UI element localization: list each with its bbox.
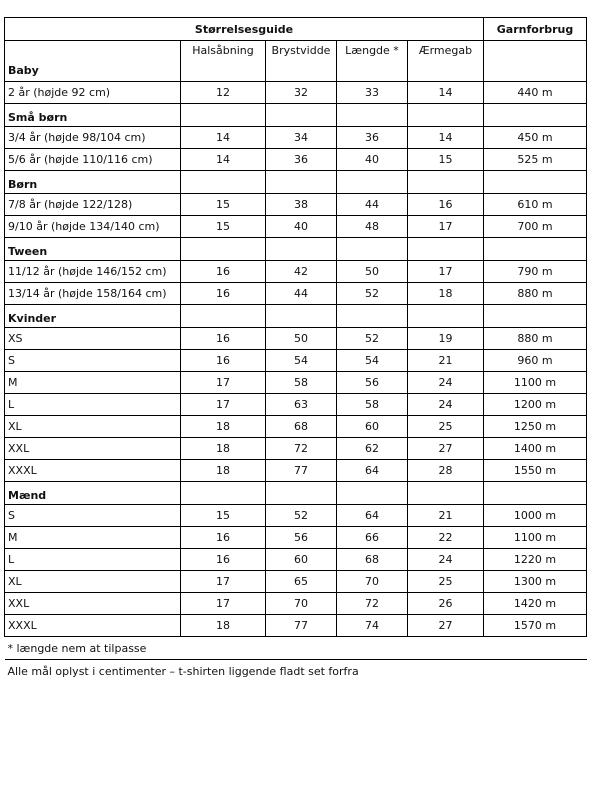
empty-cell	[266, 104, 337, 127]
measure-cell: 36	[266, 149, 337, 171]
measure-cell: 18	[181, 460, 266, 482]
yarn-title: Garnforbrug	[484, 18, 587, 41]
empty-cell	[408, 238, 484, 261]
measure-cell: 16	[181, 350, 266, 372]
table-row	[5, 615, 587, 637]
empty-cell	[484, 104, 587, 127]
empty-cell	[181, 305, 266, 328]
measure-cell: 21	[408, 505, 484, 527]
empty-cell	[484, 238, 587, 261]
empty-cell	[337, 238, 408, 261]
empty-cell	[484, 482, 587, 505]
measure-cell: 26	[408, 593, 484, 615]
measure-cell: 17	[408, 261, 484, 283]
table-row	[5, 438, 587, 460]
measure-cell: 18	[181, 438, 266, 460]
table-row	[5, 571, 587, 593]
empty-cell	[181, 171, 266, 194]
group-header-row	[5, 104, 587, 127]
size-label: 2 år (højde 92 cm)	[5, 82, 181, 104]
measure-cell: 25	[408, 571, 484, 593]
yarn-cell: 1100 m	[484, 527, 587, 549]
measure-cell: 44	[266, 283, 337, 305]
empty-cell	[181, 104, 266, 127]
measure-cell: 16	[181, 549, 266, 571]
measure-cell: 66	[337, 527, 408, 549]
measure-cell: 17	[181, 593, 266, 615]
footnote-row	[5, 637, 587, 660]
measure-cell: 60	[337, 416, 408, 438]
group-header-row	[5, 238, 587, 261]
size-label: XXL	[5, 593, 181, 615]
group-name: Mænd	[5, 482, 181, 505]
measure-cell: 17	[181, 394, 266, 416]
yarn-cell: 790 m	[484, 261, 587, 283]
size-label: XXXL	[5, 615, 181, 637]
empty-cell	[337, 104, 408, 127]
measure-cell: 64	[337, 505, 408, 527]
measure-cell: 15	[181, 505, 266, 527]
group-name: Små børn	[5, 104, 181, 127]
yarn-cell: 525 m	[484, 149, 587, 171]
measure-cell: 28	[408, 460, 484, 482]
measure-cell: 62	[337, 438, 408, 460]
table-row	[5, 372, 587, 394]
size-label: 5/6 år (højde 110/116 cm)	[5, 149, 181, 171]
group-header-row	[5, 305, 587, 328]
measure-cell: 18	[408, 283, 484, 305]
size-guide-body	[5, 18, 587, 683]
yarn-cell: 1420 m	[484, 593, 587, 615]
empty-cell	[408, 482, 484, 505]
size-label: 3/4 år (højde 98/104 cm)	[5, 127, 181, 149]
group-header-row	[5, 171, 587, 194]
group-name: Kvinder	[5, 305, 181, 328]
table-row	[5, 216, 587, 238]
measure-cell: 40	[266, 216, 337, 238]
table-row	[5, 328, 587, 350]
size-label: XS	[5, 328, 181, 350]
empty-cell	[337, 305, 408, 328]
measure-cell: 21	[408, 350, 484, 372]
empty-cell	[266, 238, 337, 261]
size-label: 7/8 år (højde 122/128)	[5, 194, 181, 216]
measure-cell: 58	[266, 372, 337, 394]
column-header: Længde *	[337, 41, 408, 82]
measure-cell: 16	[181, 261, 266, 283]
measure-cell: 58	[337, 394, 408, 416]
yarn-cell: 1250 m	[484, 416, 587, 438]
measure-cell: 27	[408, 615, 484, 637]
group-name: Børn	[5, 171, 181, 194]
table-row	[5, 593, 587, 615]
measure-cell: 17	[181, 372, 266, 394]
size-label: XL	[5, 416, 181, 438]
measure-cell: 18	[181, 615, 266, 637]
table-row	[5, 527, 587, 549]
measure-cell: 18	[181, 416, 266, 438]
table-row	[5, 194, 587, 216]
yarn-cell: 1000 m	[484, 505, 587, 527]
empty-cell	[181, 238, 266, 261]
measure-cell: 14	[181, 149, 266, 171]
empty-cell	[266, 482, 337, 505]
measure-cell: 40	[337, 149, 408, 171]
yarn-cell: 880 m	[484, 328, 587, 350]
empty-cell	[337, 482, 408, 505]
empty-cell	[408, 104, 484, 127]
group-header-row	[5, 482, 587, 505]
footnote: Alle mål oplyst i centimenter – t-shirten liggende fladt set forfra	[5, 660, 587, 683]
yarn-cell: 1570 m	[484, 615, 587, 637]
group-name: Baby	[5, 41, 181, 82]
size-label: XXXL	[5, 460, 181, 482]
measure-cell: 50	[266, 328, 337, 350]
empty-cell	[484, 171, 587, 194]
measure-cell: 16	[181, 527, 266, 549]
table-row	[5, 350, 587, 372]
group-header-row	[5, 41, 587, 82]
measure-cell: 16	[181, 328, 266, 350]
measure-cell: 70	[337, 571, 408, 593]
yarn-cell: 1400 m	[484, 438, 587, 460]
measure-cell: 36	[337, 127, 408, 149]
group-name: Tween	[5, 238, 181, 261]
table-row	[5, 394, 587, 416]
yarn-cell: 960 m	[484, 350, 587, 372]
measure-cell: 14	[181, 127, 266, 149]
measure-cell: 16	[408, 194, 484, 216]
yarn-cell: 610 m	[484, 194, 587, 216]
measure-cell: 15	[408, 149, 484, 171]
yarn-cell: 1300 m	[484, 571, 587, 593]
size-label: XXL	[5, 438, 181, 460]
measure-cell: 42	[266, 261, 337, 283]
empty-cell	[408, 305, 484, 328]
measure-cell: 48	[337, 216, 408, 238]
measure-cell: 64	[337, 460, 408, 482]
measure-cell: 74	[337, 615, 408, 637]
yarn-cell: 1220 m	[484, 549, 587, 571]
size-label: 9/10 år (højde 134/140 cm)	[5, 216, 181, 238]
table-row	[5, 416, 587, 438]
measure-cell: 24	[408, 549, 484, 571]
measure-cell: 15	[181, 194, 266, 216]
yarn-cell: 880 m	[484, 283, 587, 305]
size-label: L	[5, 394, 181, 416]
table-row	[5, 549, 587, 571]
yarn-cell: 440 m	[484, 82, 587, 104]
measure-cell: 24	[408, 372, 484, 394]
measure-cell: 15	[181, 216, 266, 238]
empty-cell	[266, 171, 337, 194]
size-label: L	[5, 549, 181, 571]
measure-cell: 17	[181, 571, 266, 593]
measure-cell: 17	[408, 216, 484, 238]
empty-cell	[337, 171, 408, 194]
table-title: Størrelsesguide	[5, 18, 484, 41]
measure-cell: 60	[266, 549, 337, 571]
measure-cell: 50	[337, 261, 408, 283]
size-label: XL	[5, 571, 181, 593]
measure-cell: 56	[266, 527, 337, 549]
size-label: S	[5, 350, 181, 372]
size-label: M	[5, 527, 181, 549]
measure-cell: 72	[337, 593, 408, 615]
measure-cell: 56	[337, 372, 408, 394]
measure-cell: 77	[266, 460, 337, 482]
measure-cell: 52	[337, 283, 408, 305]
yarn-cell: 1100 m	[484, 372, 587, 394]
measure-cell: 44	[337, 194, 408, 216]
measure-cell: 34	[266, 127, 337, 149]
measure-cell: 68	[266, 416, 337, 438]
measure-cell: 38	[266, 194, 337, 216]
empty-cell	[181, 482, 266, 505]
column-header: Halsåbning	[181, 41, 266, 82]
measure-cell: 70	[266, 593, 337, 615]
size-label: S	[5, 505, 181, 527]
size-label: M	[5, 372, 181, 394]
empty-cell	[266, 305, 337, 328]
table-row	[5, 460, 587, 482]
table-row	[5, 149, 587, 171]
measure-cell: 22	[408, 527, 484, 549]
yarn-cell: 450 m	[484, 127, 587, 149]
empty-cell	[484, 41, 587, 82]
yarn-cell: 1200 m	[484, 394, 587, 416]
measure-cell: 27	[408, 438, 484, 460]
measure-cell: 68	[337, 549, 408, 571]
measure-cell: 65	[266, 571, 337, 593]
yarn-cell: 700 m	[484, 216, 587, 238]
measure-cell: 72	[266, 438, 337, 460]
yarn-cell: 1550 m	[484, 460, 587, 482]
measure-cell: 77	[266, 615, 337, 637]
measure-cell: 52	[266, 505, 337, 527]
table-row	[5, 127, 587, 149]
footnote-row	[5, 660, 587, 683]
table-row	[5, 82, 587, 104]
empty-cell	[408, 171, 484, 194]
empty-cell	[484, 305, 587, 328]
measure-cell: 16	[181, 283, 266, 305]
measure-cell: 32	[266, 82, 337, 104]
column-header: Brystvidde	[266, 41, 337, 82]
column-header: Ærmegab	[408, 41, 484, 82]
measure-cell: 54	[266, 350, 337, 372]
table-row	[5, 505, 587, 527]
measure-cell: 63	[266, 394, 337, 416]
table-row	[5, 261, 587, 283]
measure-cell: 52	[337, 328, 408, 350]
measure-cell: 14	[408, 82, 484, 104]
measure-cell: 33	[337, 82, 408, 104]
size-label: 13/14 år (højde 158/164 cm)	[5, 283, 181, 305]
measure-cell: 14	[408, 127, 484, 149]
measure-cell: 24	[408, 394, 484, 416]
measure-cell: 25	[408, 416, 484, 438]
measure-cell: 12	[181, 82, 266, 104]
footnote: * længde nem at tilpasse	[5, 637, 587, 660]
size-label: 11/12 år (højde 146/152 cm)	[5, 261, 181, 283]
table-row	[5, 283, 587, 305]
measure-cell: 54	[337, 350, 408, 372]
size-guide-table	[4, 17, 587, 682]
measure-cell: 19	[408, 328, 484, 350]
title-row	[5, 18, 587, 41]
